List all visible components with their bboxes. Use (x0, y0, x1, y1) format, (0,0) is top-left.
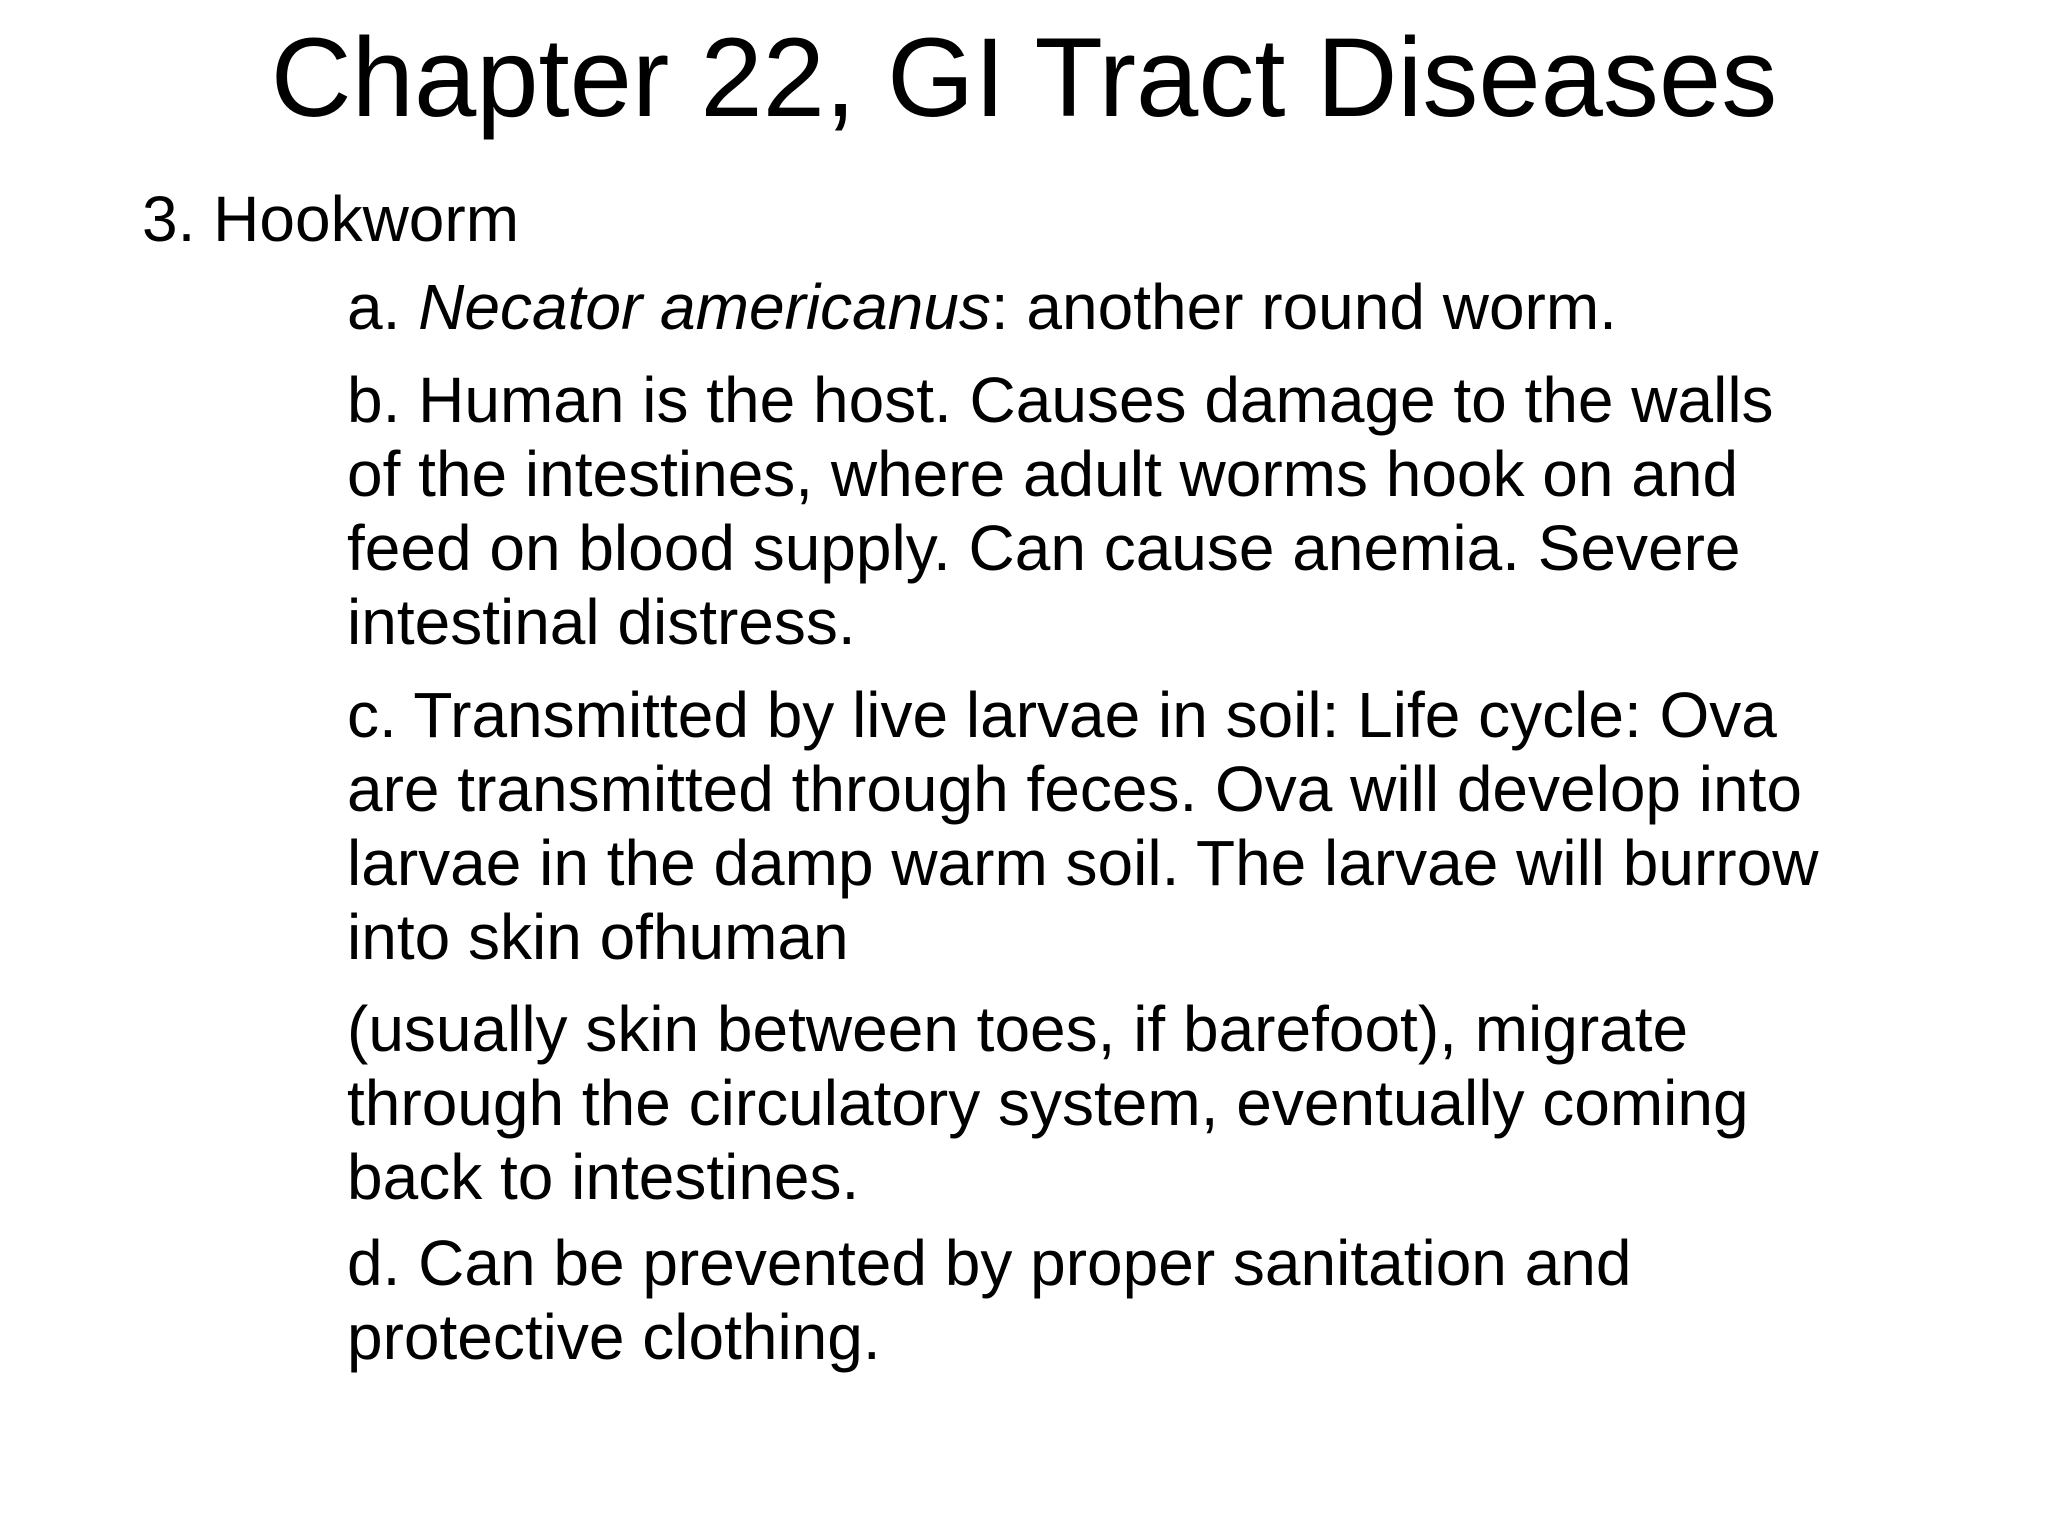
list-item-a-suffix: : another round worm. (990, 271, 1617, 343)
list-item-b-line: intestinal distress. (347, 586, 856, 658)
list-item-c-continued-line: through the circulatory system, eventually coming (347, 1067, 1749, 1139)
list-item-a-prefix: a. (347, 271, 419, 343)
list-item-d-line: d. Can be prevented by proper sanitation and (347, 1227, 1632, 1299)
section-heading-hookworm: 3. Hookworm (142, 183, 519, 255)
list-item-c-line: into skin ofhuman (347, 901, 849, 973)
list-item-a (347, 270, 1967, 344)
list-item-b-line: b. Human is the host. Causes damage to the walls (347, 364, 1774, 436)
list-item-d-line: protective clothing. (347, 1301, 881, 1373)
list-item-b-line: of the intestines, where adult worms hook on and (347, 438, 1739, 510)
list-item-c-continued (347, 992, 1967, 1214)
list-item-c-line: larvae in the damp warm soil. The larvae will burrow (347, 827, 1819, 899)
list-item-b (347, 363, 1967, 659)
slide-title: Chapter 22, GI Tract Diseases (270, 15, 1778, 140)
list-item-c (347, 678, 1967, 974)
list-item-b-line: feed on blood supply. Can cause anemia. Severe (347, 512, 1741, 584)
list-item-c-line: c. Transmitted by live larvae in soil: Life cycle: Ova (347, 679, 1777, 751)
list-item-c-continued-line: (usually skin between toes, if barefoot), migrate (347, 993, 1689, 1065)
list-item-c-line: are transmitted through feces. Ova will develop into (347, 753, 1802, 825)
list-item-d (347, 1226, 1967, 1374)
list-item-c-continued-line: back to intestines. (347, 1141, 860, 1213)
species-name: Necator americanus (418, 271, 991, 343)
